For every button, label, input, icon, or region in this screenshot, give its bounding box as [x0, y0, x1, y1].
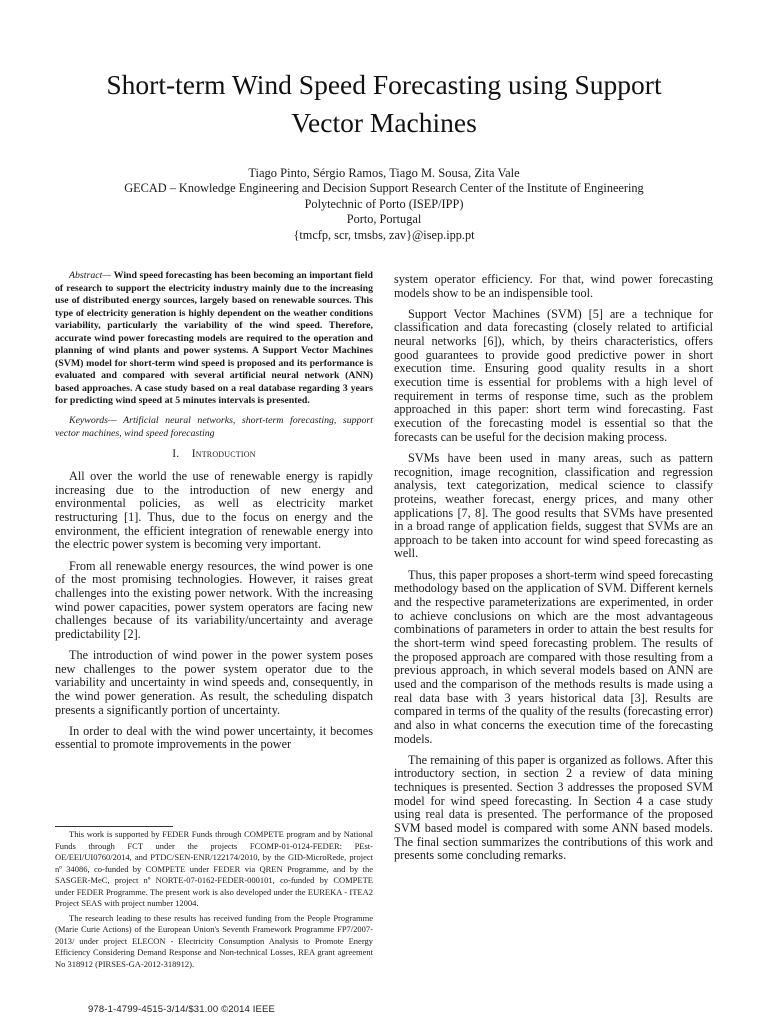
body-paragraph: Thus, this paper proposes a short-term wind speed forecasting methodology based on the application of SVM. Different kernels and the respective parameterizations are experimented, in order to achieve conclusions on which are the most advantageous combinations of parameters in order to attain the best results for the short-term wind speed forecasting problem. The results of the proposed approach are compared with those resulting from a previous approach, in which several models based on ANN are used and the comparison of the methods results is made using a real data base with 3 years historical data [3]. Results are compared in terms of the quality of the results (forecasting error) and also in what concerns the execution time of the forecasting models. — [394, 567, 713, 746]
paper-header — [40, 66, 728, 243]
footnote-funding: This work is supported by FEDER Funds through COMPETE program and by National Funds through FCT under the projects FCOMP-01-0124-FEDER: PEst-OE/EEI/UI0760/2014, and PTDC/SEN-ENR/122174/2010, by the GID-MicroRede, project nº 34086, co-funded by COMPETE under FEDER via QREN Programme, and by the SASGER-MeC, project nº NORTE-07-0162-FEDER-000101, co-funded by COMPETE under FEDER Programme. The present work is also developed under the EUREKA - ITEA2 Project SEAS with project number 12004. — [55, 829, 373, 909]
footnotes — [55, 829, 373, 974]
left-column — [55, 270, 373, 760]
right-column — [394, 273, 713, 870]
abstract-lead: Abstract— — [69, 270, 112, 281]
section-number: I. — [172, 447, 180, 460]
keywords: Keywords— Artificial neural networks, short-term forecasting, support vector machines, wind speed forecasting — [55, 415, 373, 439]
authors: Tiago Pinto, Sérgio Ramos, Tiago M. Sousa, Zita Vale — [248, 166, 520, 180]
body-paragraph: SVMs have been used in many areas, such as pattern recognition, image recognition, classification and regression analysis, text categorization, medical science to classify proteins, weather forecast, energy prices, and many other applications [7, 8]. The good results that SVMs have presented in a broad range of application fields, suggest that SVMs are an approach to be taken into account for wind speed forecasting as well. — [394, 450, 713, 561]
abstract-text: Wind speed forecasting has been becoming an important field of research to support the electricity industry mainly due to the increasing use of distributed energy sources, largely based on renewable sources. This type of electricity generation is highly dependent on the weather conditions variability, particularly the variability of the wind speed. Therefore, accurate wind power forecasting models are required to the operation and planning of wind plants and power systems. A Support Vector Machines (SVM) model for short-term wind speed is proposed and its performance is evaluated and compared with several artificial neural network (ANN) based approaches. A case study based on a real database regarding 3 years for predicting wind speed at 5 minutes intervals is presented. — [55, 270, 373, 406]
footnote-divider — [55, 826, 173, 827]
section-title: Introduction — [191, 447, 256, 460]
body-paragraph: All over the world the use of renewable energy is rapidly increasing due to the introduction of new energy and environmental policies, as well as electricity market restructuring [1]. Thus, due to the focus on energy and the environment, the efficient integration of renewable energy into the electric power system is becoming very important. — [55, 469, 373, 552]
affiliation-emails: {tmcfp, scr, tmsbs, zav}@isep.ipp.pt — [293, 227, 475, 242]
abstract — [55, 270, 373, 408]
footnote-research: The research leading to these results has received funding from the People Programme (Marie Curie Actions) of the European Union's Seventh Framework Programme FP7/2007-2013/ under project ELECON - Electricity Consumption Analysis to Promote Energy Efficiency Considering Demand Response and Non-technical Losses, REA grant agreement No 318912 (PIRSES-GA-2012-318912). — [55, 912, 373, 970]
body-paragraph: The remaining of this paper is organized as follows. After this introductory section, in section 2 a review of data mining techniques is presented. Section 3 addresses the proposed SVM model for wind speed forecasting. In Section 4 a case study using real data is presented. The performance of the proposed SVM based model is compared with some ANN based models. The final section summarizes the contributions of this work and presents some concluding remarks. — [394, 752, 713, 863]
copyright-notice: 978-1-4799-4515-3/14/$31.00 ©2014 IEEE — [88, 1004, 276, 1015]
affiliation-institution: GECAD – Knowledge Engineering and Decision Support Research Center of the Institute of Engineering — [124, 181, 644, 195]
body-paragraph: The introduction of wind power in the power system poses new challenges to the power system operator due to the variability and uncertainty in wind speeds and, consequently, in the wind power generation. As result, the scheduling dispatch presents a significantly portion of uncertainty. — [55, 648, 373, 717]
affiliation — [40, 181, 728, 243]
section-heading-introduction — [55, 448, 373, 462]
body-paragraph: Support Vector Machines (SVM) [5] are a technique for classification and data forecasting (closely related to artificial neural networks [6]), which, by theirs characteristics, offers good guarantees to provide good predictive power in short execution time. Ensuring good quality results in a short execution time is essential for problems with a high level of requirement in terms of response time, such as the problem approached in this paper: short term wind forecasting. Fast execution of the forecasting model is essential so that the forecasts can be useful for the decision making process. — [394, 306, 713, 444]
body-paragraph: From all renewable energy resources, the wind power is one of the most promising technologies. However, it raises great challenges into the existing power network. With the increasing wind power capacities, power system operators are facing new challenges because of its variability/uncertainty and average predictability [2]. — [55, 558, 373, 641]
title-line-2: Vector Machines — [291, 107, 477, 138]
affiliation-location: Porto, Portugal — [346, 212, 422, 226]
affiliation-school: Polytechnic of Porto (ISEP/IPP) — [304, 196, 464, 211]
body-paragraph: In order to deal with the wind power uncertainty, it becomes essential to promote improvements in the power — [55, 723, 373, 752]
paper-title — [40, 66, 728, 142]
body-paragraph-continued: system operator efficiency. For that, wind power forecasting models show to be an indispensible tool. — [394, 272, 713, 300]
title-line-1: Short-term Wind Speed Forecasting using Support — [106, 69, 662, 100]
